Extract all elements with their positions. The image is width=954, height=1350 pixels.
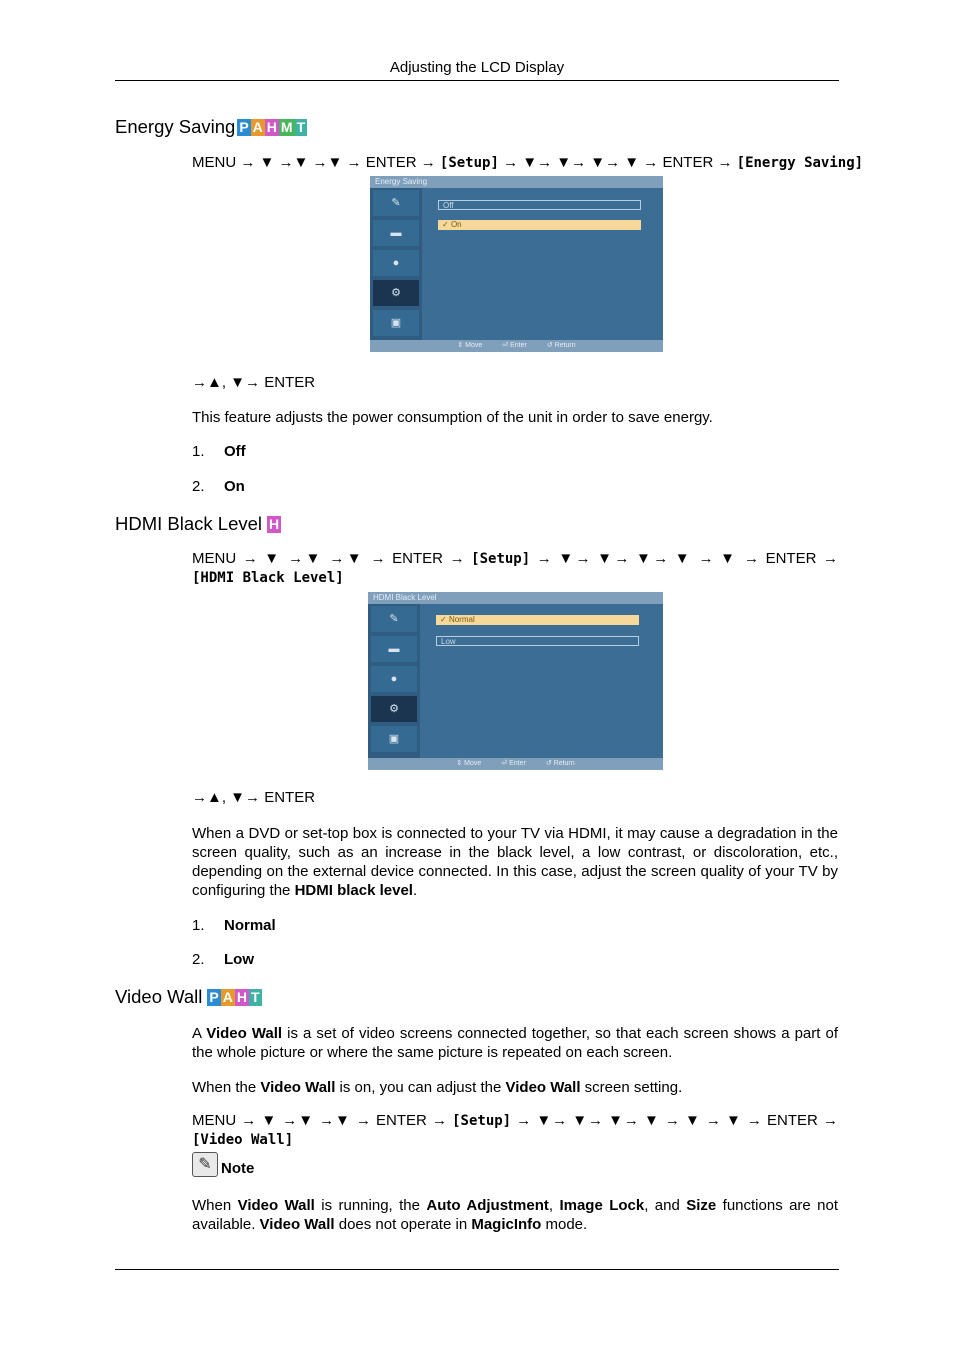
osd-sidebar bbox=[370, 188, 422, 340]
hdmi-black-level-title: HDMI Black Level bbox=[115, 513, 263, 534]
osd-title: HDMI Black Level bbox=[368, 592, 663, 604]
hdmi-menu-path bbox=[192, 549, 838, 569]
note-text: does not operate in bbox=[334, 1216, 472, 1233]
osd-footer bbox=[368, 758, 663, 770]
note-text: mode. bbox=[541, 1216, 588, 1233]
badge-t: T bbox=[296, 118, 306, 135]
video-wall-badges bbox=[207, 989, 261, 1006]
setup-gear-icon: ⚙ bbox=[371, 696, 417, 722]
note-block bbox=[192, 1152, 254, 1177]
list-label: Low bbox=[224, 951, 254, 968]
note-pencil-icon: ✎ bbox=[192, 1152, 218, 1177]
path-setup: [Setup] bbox=[452, 1113, 512, 1129]
footer-rule bbox=[115, 1269, 839, 1270]
desc-bold: Video Wall bbox=[505, 1079, 581, 1096]
video-wall-setting-text bbox=[192, 1078, 838, 1097]
energy-saving-heading bbox=[115, 116, 307, 138]
video-wall-note-text bbox=[192, 1196, 838, 1234]
multi-control-icon: ▣ bbox=[373, 310, 419, 336]
list-item bbox=[192, 951, 254, 968]
path-text: MENU → ▼ →▼ →▼ → ENTER → bbox=[192, 1112, 453, 1129]
path-text: → ▼→ ▼→ ▼→ ▼ → ENTER → bbox=[498, 154, 737, 171]
setup-gear-icon: ⚙ bbox=[373, 280, 419, 306]
energy-saving-menu-path bbox=[192, 153, 864, 173]
path-setup: [Setup] bbox=[471, 551, 531, 567]
energy-saving-nav: →▲, ▼→ ENTER bbox=[192, 374, 316, 391]
badge-a: A bbox=[252, 118, 263, 135]
osd-option-on: ✓ On bbox=[438, 220, 641, 230]
desc-bold: Video Wall bbox=[206, 1025, 283, 1042]
path-target: [Energy Saving] bbox=[736, 155, 864, 171]
badge-h: H bbox=[266, 118, 277, 135]
note-text: functions are not available. bbox=[192, 1197, 839, 1233]
video-wall-description bbox=[192, 1024, 838, 1062]
note-bold: Image Lock bbox=[559, 1197, 645, 1214]
osd-title: Energy Saving bbox=[370, 176, 663, 188]
hdmi-menu-path-target bbox=[192, 568, 838, 588]
desc-text: When the bbox=[192, 1079, 261, 1096]
hdmi-osd-screenshot bbox=[368, 592, 663, 770]
energy-saving-osd-screenshot bbox=[370, 176, 663, 352]
path-text: MENU → ▼ →▼ →▼ → ENTER → bbox=[192, 154, 440, 171]
energy-saving-badges bbox=[237, 119, 307, 136]
picture-icon: ✎ bbox=[371, 606, 417, 632]
osd-sidebar bbox=[368, 604, 420, 758]
multi-control-icon: ▣ bbox=[371, 726, 417, 752]
note-text: is running, the bbox=[314, 1197, 427, 1214]
desc-text: . bbox=[412, 882, 418, 899]
video-wall-title: Video Wall bbox=[115, 986, 203, 1007]
list-item bbox=[192, 478, 245, 495]
list-label: On bbox=[224, 478, 245, 495]
list-item bbox=[192, 443, 246, 460]
osd-option-normal: ✓ Normal bbox=[436, 615, 639, 625]
desc-text: is a set of video screens connected together, so that each screen shows a part of the whole picture or where the same picture is repeated on each screen. bbox=[192, 1025, 838, 1061]
note-bold: Auto Adjustment bbox=[426, 1197, 549, 1214]
video-wall-heading bbox=[115, 986, 262, 1008]
osd-option-low: Low bbox=[436, 636, 639, 646]
header-rule bbox=[115, 80, 839, 81]
osd-option-label: On bbox=[450, 220, 462, 229]
badge-m: M bbox=[280, 118, 293, 135]
osd-option-off: Off bbox=[438, 200, 641, 210]
list-item bbox=[192, 917, 276, 934]
note-text: , bbox=[548, 1197, 560, 1214]
path-target: [Video Wall] bbox=[192, 1132, 294, 1148]
path-target: [HDMI Black Level] bbox=[192, 570, 344, 586]
video-wall-menu-path-target bbox=[192, 1130, 838, 1150]
note-bold: Video Wall bbox=[259, 1216, 335, 1233]
list-number: 1. bbox=[192, 443, 205, 460]
note-bold: MagicInfo bbox=[471, 1216, 542, 1233]
osd-return-hint: ↺ Return bbox=[545, 760, 575, 767]
desc-text: screen setting. bbox=[580, 1079, 683, 1096]
list-label: Off bbox=[224, 443, 246, 460]
hdmi-black-level-heading bbox=[115, 513, 281, 535]
badge-p: P bbox=[239, 118, 249, 135]
hdmi-badges bbox=[267, 516, 281, 533]
osd-option-label: Normal bbox=[448, 615, 475, 624]
desc-text: is on, you can adjust the bbox=[335, 1079, 506, 1096]
osd-enter-hint: ⏎ Enter bbox=[502, 342, 527, 349]
badge-p: P bbox=[209, 988, 219, 1005]
note-label: Note bbox=[221, 1160, 255, 1177]
note-bold: Size bbox=[686, 1197, 717, 1214]
badge-a: A bbox=[222, 988, 233, 1005]
desc-text: When a DVD or set-top box is connected to your TV via HDMI, it may cause a degradation in the screen quality, such as an increase in the black level, a low contrast, or discoloration, etc., depending on the external device connected. In this case, adjust the screen quality of your TV by configuring the bbox=[192, 825, 838, 899]
osd-move-hint: ⇕ Move bbox=[457, 342, 483, 349]
energy-saving-title: Energy Saving bbox=[115, 116, 236, 137]
osd-footer bbox=[370, 340, 663, 352]
list-number: 1. bbox=[192, 917, 205, 934]
desc-bold: HDMI black level bbox=[294, 882, 413, 899]
input-icon: ● bbox=[371, 666, 417, 692]
osd-enter-hint: ⏎ Enter bbox=[501, 760, 526, 767]
energy-saving-description: This feature adjusts the power consumption of the unit in order to save energy. bbox=[192, 409, 713, 426]
path-text: → ▼→ ▼→ ▼→ ▼ → ▼ → ▼ → ENTER → bbox=[511, 1112, 838, 1129]
osd-move-hint: ⇕ Move bbox=[456, 760, 482, 767]
path-text: → ▼→ ▼→ ▼→ ▼ → ▼ → ENTER → bbox=[530, 550, 838, 567]
note-text: , and bbox=[644, 1197, 687, 1214]
osd-return-hint: ↺ Return bbox=[546, 342, 576, 349]
picture-icon: ✎ bbox=[373, 190, 419, 216]
path-setup: [Setup] bbox=[439, 155, 499, 171]
desc-bold: Video Wall bbox=[260, 1079, 336, 1096]
input-icon: ● bbox=[373, 250, 419, 276]
list-number: 2. bbox=[192, 478, 205, 495]
path-text: MENU → ▼ →▼ →▼ → ENTER → bbox=[192, 550, 472, 567]
list-number: 2. bbox=[192, 951, 205, 968]
page-header: Adjusting the LCD Display bbox=[389, 59, 565, 76]
badge-h: H bbox=[236, 988, 247, 1005]
sound-icon: ▬ bbox=[371, 636, 417, 662]
note-bold: Video Wall bbox=[237, 1197, 315, 1214]
badge-h: H bbox=[269, 515, 280, 532]
hdmi-nav: →▲, ▼→ ENTER bbox=[192, 789, 316, 806]
hdmi-description bbox=[192, 824, 838, 900]
note-text: When bbox=[192, 1197, 238, 1214]
badge-t: T bbox=[251, 988, 260, 1005]
sound-icon: ▬ bbox=[373, 220, 419, 246]
video-wall-menu-path bbox=[192, 1111, 838, 1131]
list-label: Normal bbox=[224, 917, 276, 934]
desc-text: A bbox=[192, 1025, 207, 1042]
